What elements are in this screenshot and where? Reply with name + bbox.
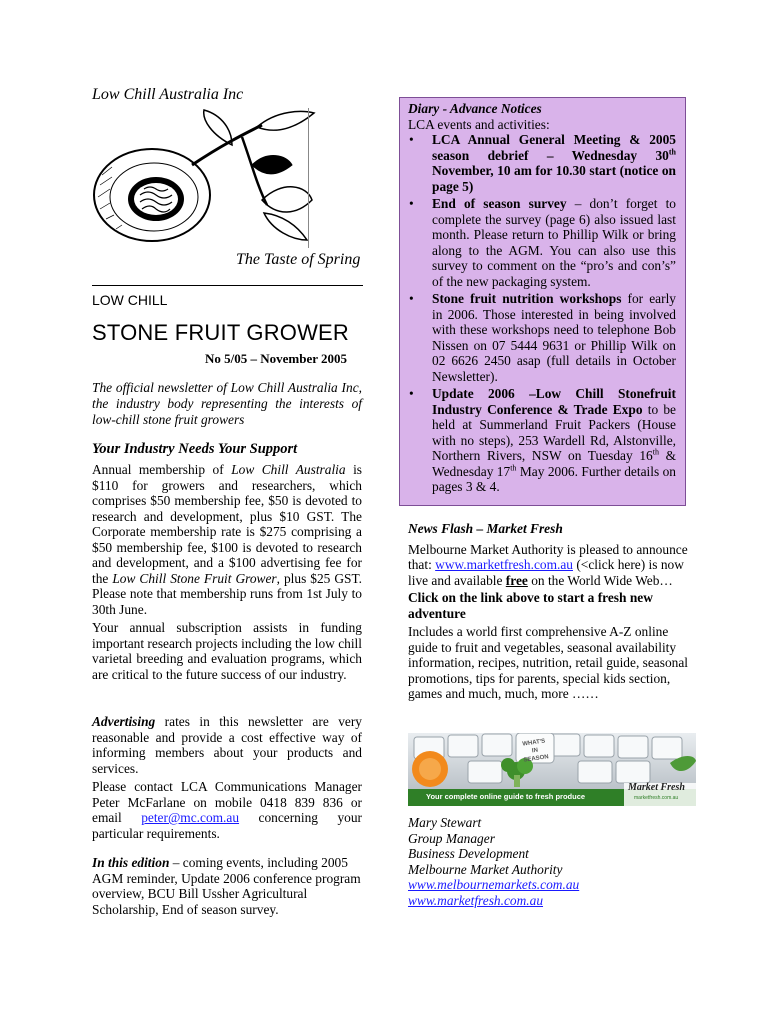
masthead-kicker: LOW CHILL xyxy=(92,292,168,308)
news-flash: News Flash – Market Fresh Melbourne Market Authority is pleased to announce that: www.marketfresh.com.au (<click here) is now live and available free on the World Wide Web… Click on the link above to start a fresh new adventure Includes a world first comprehensive A-Z online guide to fruit and vegetables, seasonal availability information, recipes, nutrition, retail guide, seasonal promotions, tips for parents, special kids section, games and much, much, more …… xyxy=(408,521,693,702)
banner-logo-url: marketfresh.com.au xyxy=(634,795,679,801)
support-body xyxy=(92,462,362,685)
membership-paragraph: Annual membership of Low Chill Australia is $110 for growers and researchers, which comprises $50 membership fee, $50 is devoted to research and development, plus $10 GST. The Corporate membership rate is $275 comprising a $50 membership fee, $100 is devoted to research and development, and a $100 advertising fee for the Low Chill Stone Fruit Grower, plus $25 GST. Please note that membership runs from 1st July to 30th June. xyxy=(92,462,363,617)
marketfresh-link[interactable]: www.marketfresh.com.au xyxy=(435,557,573,572)
intro-text: The official newsletter of Low Chill Australia Inc, the industry body representing the interests of low-chill stone fruit growers xyxy=(92,380,362,427)
vertical-divider xyxy=(308,108,309,248)
news-heading: News Flash – Market Fresh xyxy=(408,521,563,536)
news-description: Includes a world first comprehensive A-Z online guide to fruit and vegetables, seasonal availability information, recipes, nutrition, retail guide, seasonal promotions, tips for parents, special kids section, games and much, much, more …… xyxy=(408,624,689,701)
diary-list xyxy=(408,132,676,495)
signer-title: Group Manager xyxy=(408,830,495,846)
support-heading: Your Industry Needs Your Support xyxy=(92,441,298,457)
subscription-paragraph: Your annual subscription assists in funding important research projects including the low chill varietal breeding and evaluation programs, which are critical to the future success of our industry. xyxy=(92,620,362,682)
signer-name: Mary Stewart xyxy=(408,815,482,830)
banner-key-text: WHAT'S IN SEASON xyxy=(522,738,550,764)
banner-logo: Market Fresh xyxy=(628,782,685,793)
edition-summary: In this edition – coming events, including 2005 AGM reminder, Update 2006 conference program overview, BCU Bill Ussher Agricultural Scholarship, End of season survey. xyxy=(92,855,361,917)
email-link[interactable]: peter@mc.com.au xyxy=(141,810,240,825)
issue-number: No 5/05 – November 2005 xyxy=(205,351,348,366)
diary-item-survey: • End of season survey – don’t forget to complete the survey (page 6) also issued last month. Please return to Phillip Wilk or bring along to the AGM. You can also use this survey to comment on the “pro’s and con’s” of the new packaging system. xyxy=(408,196,676,289)
signer-org: Melbourne Market Authority xyxy=(408,861,563,877)
marketfresh-link-2[interactable]: www.marketfresh.com.au xyxy=(408,892,544,908)
signer-department: Business Development xyxy=(408,846,529,861)
diary-item-conference: • Update 2006 –Low Chill Stonefruit Industry Conference & Trade Expo to be held at Summerland Fruit Packers (House with no steps), 253 Wardell Rd, Alstonville, Northern Rivers, NSW on Tuesday 16th & Wednesday 17th May 2006. Further details on pages 3 & 4. xyxy=(408,386,676,495)
diary-title: Diary - Advance Notices xyxy=(408,101,542,116)
banner-tagline: Your complete online guide to fresh produce xyxy=(426,792,586,801)
masthead-rule xyxy=(92,285,363,286)
signature-block xyxy=(408,815,693,908)
melbournemarkets-link[interactable]: www.melbournemarkets.com.au xyxy=(408,877,580,892)
masthead-title: STONE FRUIT GROWER xyxy=(92,320,350,345)
org-name: Low Chill Australia Inc xyxy=(92,86,244,103)
marketfresh-banner[interactable] xyxy=(408,733,696,806)
tagline: The Taste of Spring xyxy=(236,251,361,268)
peach-illustration xyxy=(92,105,317,255)
diary-box xyxy=(399,97,686,506)
advertising-section: Advertising rates in this newsletter are very reasonable and provide a cost effective way of informing members about your products and services. Please contact LCA Communications Manager Peter McFarlane on mobile 0418 839 836 or email peter@mc.com.au concerning your particular requirements. xyxy=(92,714,362,841)
diary-subtitle: LCA events and activities: xyxy=(408,116,550,132)
diary-item-workshops: • Stone fruit nutrition workshops for early in 2006. Those interested in being involved with these workshops need to telephone Bob Nissen on 07 5444 9631 or Phillip Wilk on 02 6626 2450 asap (full details in October Newsletter). xyxy=(408,291,676,384)
news-cta: Click on the link above to start a fresh new adventure xyxy=(408,590,653,621)
diary-item-agm: • LCA Annual General Meeting & 2005 season debrief – Wednesday 30th November, 10 am for 10.30 start (notice on page 5) xyxy=(408,132,676,194)
